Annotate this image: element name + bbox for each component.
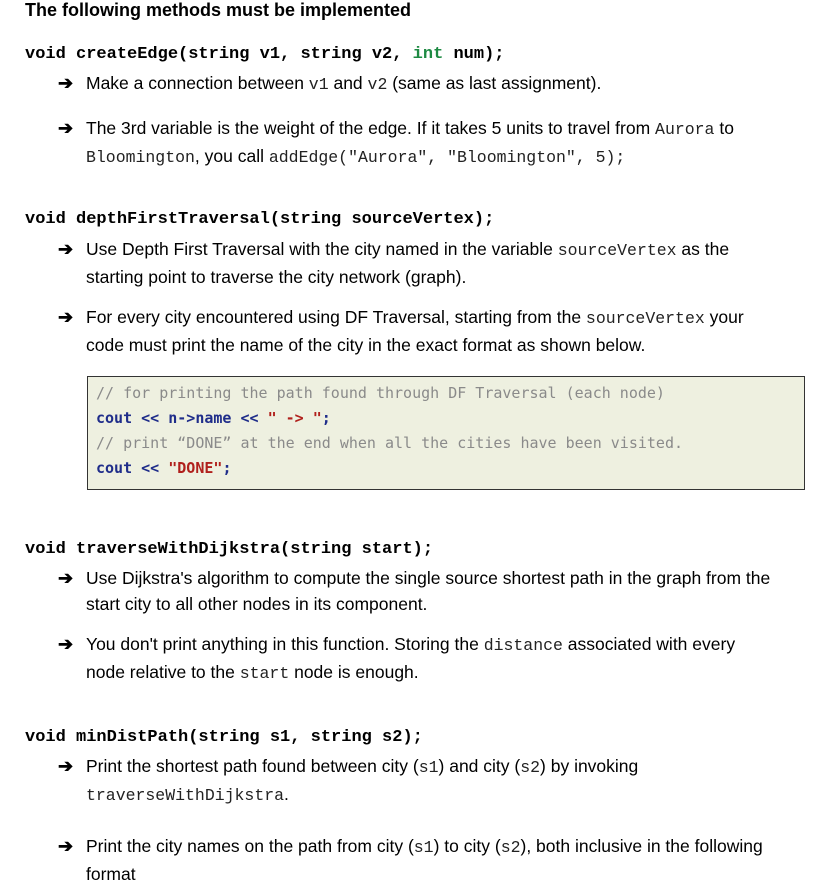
bullet-dijkstra-1 [58, 565, 808, 617]
code-comment-3: // print “DONE” at the end when all the cities have been visited. [96, 434, 683, 452]
bullet-text: Make a connection between v1 and v2 (same as last assignment). [86, 73, 602, 94]
arrow-icon: ➔ [58, 756, 74, 776]
code-line-2: cout << n->name << " -> "; [96, 409, 331, 427]
bullet-text: The 3rd variable is the weight of the edge. If it takes 5 units to travel from Aurora to Bloomington, you call addEdge("Aurora", "Bloomington", 5); [86, 118, 734, 167]
bullet-text: Use Dijkstra's algorithm to compute the single source shortest path in the graph from the start city to all other nodes in its component. [86, 568, 771, 614]
bullet-min-dist-2 [58, 833, 808, 887]
arrow-icon: ➔ [58, 239, 74, 259]
arrow-icon: ➔ [58, 307, 74, 327]
bullet-create-edge-2 [58, 115, 808, 171]
arrow-icon: ➔ [58, 836, 74, 856]
sig-text: void createEdge(string v1, string v2, [25, 45, 413, 64]
bullet-create-edge-1 [58, 70, 808, 98]
arrow-icon: ➔ [58, 73, 74, 93]
arrow-icon: ➔ [58, 568, 74, 588]
bullet-text: Use Depth First Traversal with the city named in the variable sourceVertex as the starting point to traverse the city network (graph). [86, 239, 730, 287]
code-line-4: cout << "DONE"; [96, 459, 232, 477]
bullet-dft-2 [58, 304, 808, 358]
bullet-text: Print the shortest path found between city (s1) and city (s2) by invoking traverseWithDijkstra. [86, 756, 639, 805]
arrow-icon: ➔ [58, 634, 74, 654]
sig-text-end: num); [443, 45, 505, 64]
code-snippet-box [87, 376, 805, 490]
bullet-text: Print the city names on the path from city (s1) to city (s2), both inclusive in the following format [86, 836, 763, 884]
bullet-dijkstra-2 [58, 631, 808, 687]
signature-create-edge [25, 45, 505, 64]
bullet-min-dist-1 [58, 753, 808, 809]
sig-int-keyword: int [412, 45, 444, 64]
code-comment-1: // for printing the path found through DF Traversal (each node) [96, 384, 665, 402]
bullet-text: For every city encountered using DF Traversal, starting from the sourceVertex your code must print the name of the city in the exact format as shown below. [86, 307, 744, 355]
signature-min-dist-path: void minDistPath(string s1, string s2); [25, 728, 423, 747]
page-heading: The following methods must be implemented [25, 0, 412, 20]
arrow-icon: ➔ [58, 118, 74, 138]
signature-traverse-with-dijkstra: void traverseWithDijkstra(string start); [25, 540, 434, 559]
bullet-dft-1 [58, 236, 808, 290]
signature-depth-first-traversal: void depthFirstTraversal(string sourceVertex); [25, 210, 495, 229]
bullet-text: You don't print anything in this function. Storing the distance associated with every node relative to the start node is enough. [86, 634, 736, 683]
